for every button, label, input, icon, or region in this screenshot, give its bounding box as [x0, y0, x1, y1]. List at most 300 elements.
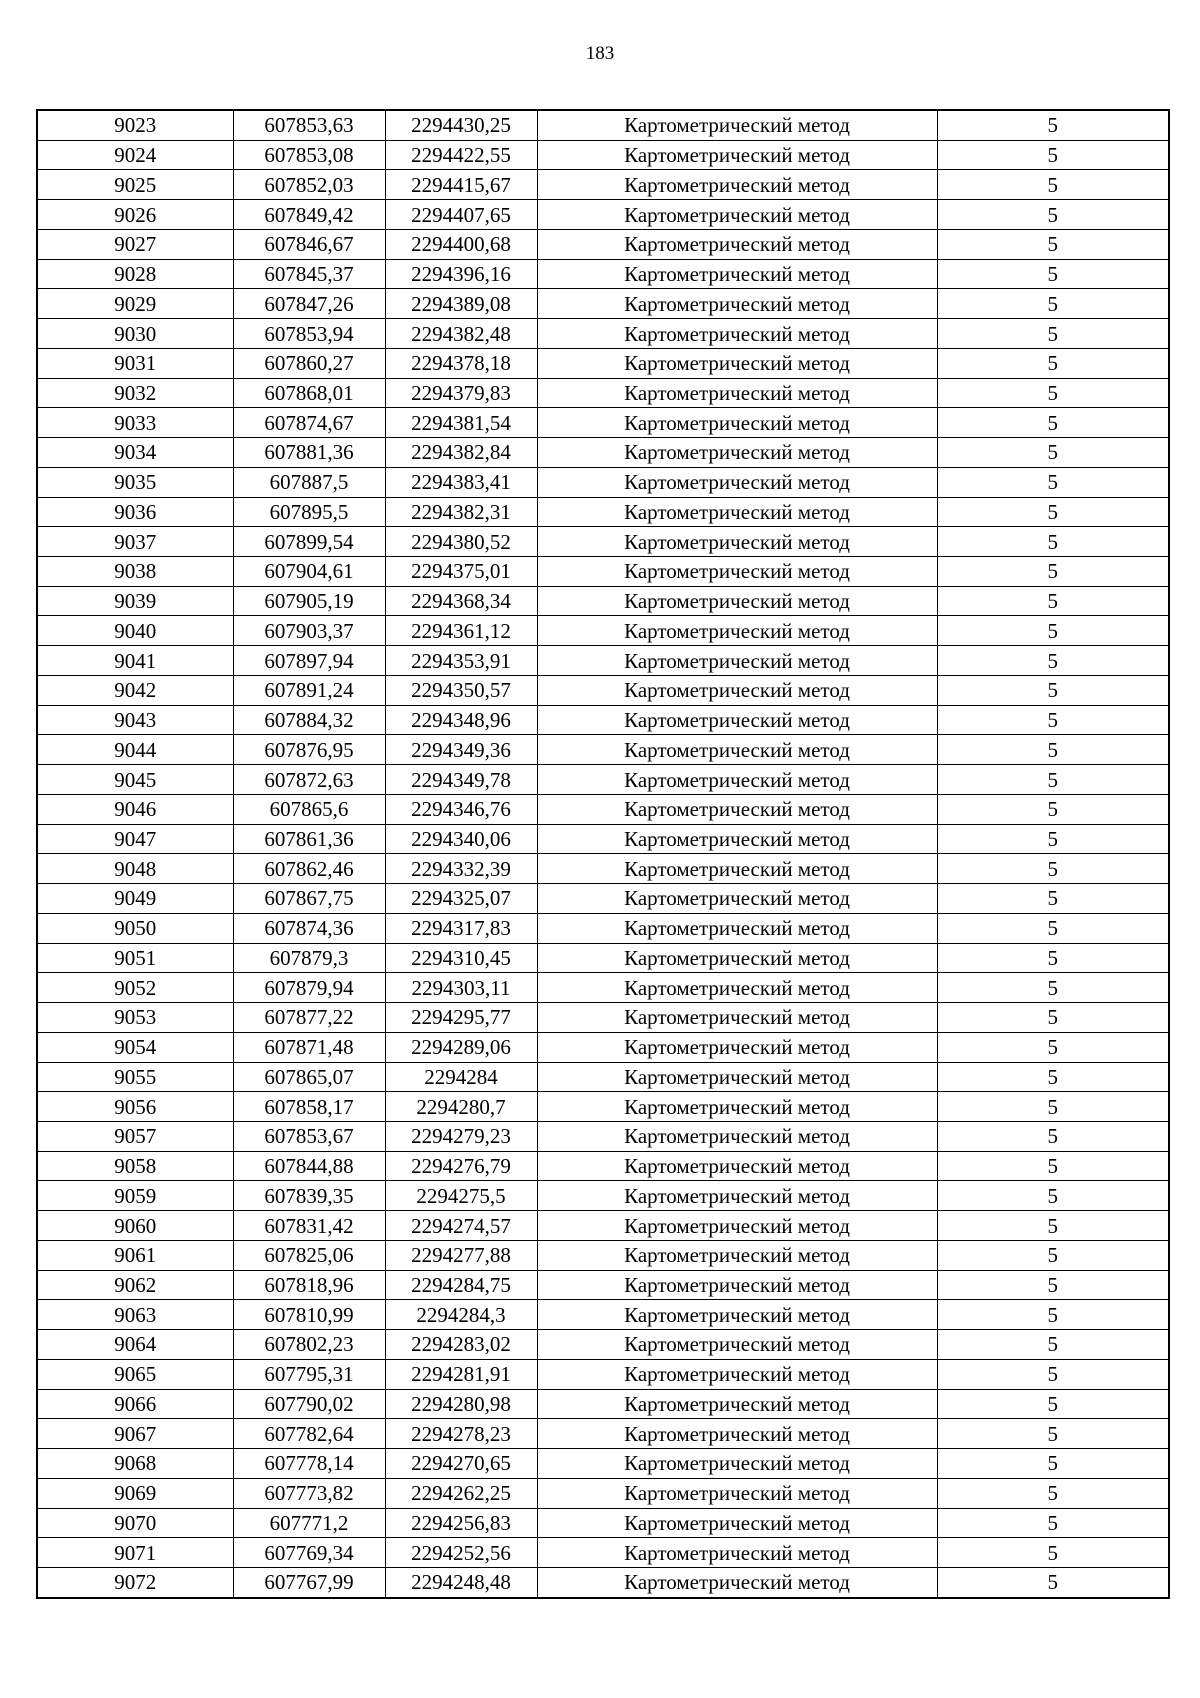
- accuracy-cell: 5: [937, 1389, 1169, 1419]
- method-cell: Картометрический метод: [537, 378, 937, 408]
- table-row: [37, 1330, 1169, 1360]
- point-number-cell: 9040: [37, 616, 233, 646]
- point-number-cell: 9068: [37, 1449, 233, 1479]
- y-coordinate-cell: 2294262,25: [385, 1478, 537, 1508]
- table-row: [37, 1567, 1169, 1597]
- method-cell: Картометрический метод: [537, 1478, 937, 1508]
- x-coordinate-cell: 607879,3: [233, 943, 385, 973]
- x-coordinate-cell: 607818,96: [233, 1270, 385, 1300]
- accuracy-cell: 5: [937, 1032, 1169, 1062]
- accuracy-cell: 5: [937, 646, 1169, 676]
- accuracy-cell: 5: [937, 1121, 1169, 1151]
- x-coordinate-cell: 607904,61: [233, 557, 385, 587]
- accuracy-cell: 5: [937, 824, 1169, 854]
- x-coordinate-cell: 607879,94: [233, 973, 385, 1003]
- method-cell: Картометрический метод: [537, 1240, 937, 1270]
- accuracy-cell: 5: [937, 408, 1169, 438]
- coordinates-table-body: [37, 110, 1169, 1598]
- table-row: [37, 408, 1169, 438]
- x-coordinate-cell: 607778,14: [233, 1449, 385, 1479]
- table-row: [37, 1032, 1169, 1062]
- y-coordinate-cell: 2294284: [385, 1062, 537, 1092]
- y-coordinate-cell: 2294340,06: [385, 824, 537, 854]
- y-coordinate-cell: 2294270,65: [385, 1449, 537, 1479]
- y-coordinate-cell: 2294350,57: [385, 675, 537, 705]
- method-cell: Картометрический метод: [537, 616, 937, 646]
- table-row: [37, 943, 1169, 973]
- x-coordinate-cell: 607825,06: [233, 1240, 385, 1270]
- y-coordinate-cell: 2294348,96: [385, 705, 537, 735]
- method-cell: Картометрический метод: [537, 170, 937, 200]
- method-cell: Картометрический метод: [537, 1003, 937, 1033]
- table-row: [37, 378, 1169, 408]
- y-coordinate-cell: 2294289,06: [385, 1032, 537, 1062]
- point-number-cell: 9063: [37, 1300, 233, 1330]
- x-coordinate-cell: 607871,48: [233, 1032, 385, 1062]
- x-coordinate-cell: 607861,36: [233, 824, 385, 854]
- x-coordinate-cell: 607810,99: [233, 1300, 385, 1330]
- method-cell: Картометрический метод: [537, 1062, 937, 1092]
- accuracy-cell: 5: [937, 1330, 1169, 1360]
- table-row: [37, 1211, 1169, 1241]
- x-coordinate-cell: 607874,67: [233, 408, 385, 438]
- point-number-cell: 9045: [37, 765, 233, 795]
- y-coordinate-cell: 2294252,56: [385, 1538, 537, 1568]
- accuracy-cell: 5: [937, 1478, 1169, 1508]
- table-row: [37, 140, 1169, 170]
- x-coordinate-cell: 607771,2: [233, 1508, 385, 1538]
- table-row: [37, 705, 1169, 735]
- x-coordinate-cell: 607887,5: [233, 467, 385, 497]
- accuracy-cell: 5: [937, 348, 1169, 378]
- table-row: [37, 259, 1169, 289]
- y-coordinate-cell: 2294277,88: [385, 1240, 537, 1270]
- y-coordinate-cell: 2294400,68: [385, 229, 537, 259]
- table-row: [37, 467, 1169, 497]
- accuracy-cell: 5: [937, 943, 1169, 973]
- y-coordinate-cell: 2294382,31: [385, 497, 537, 527]
- x-coordinate-cell: 607769,34: [233, 1538, 385, 1568]
- method-cell: Картометрический метод: [537, 348, 937, 378]
- x-coordinate-cell: 607853,63: [233, 110, 385, 140]
- accuracy-cell: 5: [937, 200, 1169, 230]
- y-coordinate-cell: 2294310,45: [385, 943, 537, 973]
- accuracy-cell: 5: [937, 1449, 1169, 1479]
- accuracy-cell: 5: [937, 1181, 1169, 1211]
- point-number-cell: 9052: [37, 973, 233, 1003]
- accuracy-cell: 5: [937, 1508, 1169, 1538]
- table-row: [37, 765, 1169, 795]
- point-number-cell: 9027: [37, 229, 233, 259]
- accuracy-cell: 5: [937, 1300, 1169, 1330]
- y-coordinate-cell: 2294284,3: [385, 1300, 537, 1330]
- point-number-cell: 9032: [37, 378, 233, 408]
- point-number-cell: 9024: [37, 140, 233, 170]
- y-coordinate-cell: 2294349,36: [385, 735, 537, 765]
- point-number-cell: 9064: [37, 1330, 233, 1360]
- table-row: [37, 170, 1169, 200]
- x-coordinate-cell: 607767,99: [233, 1567, 385, 1597]
- y-coordinate-cell: 2294278,23: [385, 1419, 537, 1449]
- point-number-cell: 9042: [37, 675, 233, 705]
- table-row: [37, 1092, 1169, 1122]
- point-number-cell: 9049: [37, 884, 233, 914]
- method-cell: Картометрический метод: [537, 467, 937, 497]
- accuracy-cell: 5: [937, 973, 1169, 1003]
- method-cell: Картометрический метод: [537, 913, 937, 943]
- x-coordinate-cell: 607845,37: [233, 259, 385, 289]
- method-cell: Картометрический метод: [537, 646, 937, 676]
- x-coordinate-cell: 607844,88: [233, 1151, 385, 1181]
- table-row: [37, 1003, 1169, 1033]
- accuracy-cell: 5: [937, 675, 1169, 705]
- x-coordinate-cell: 607877,22: [233, 1003, 385, 1033]
- table-row: [37, 913, 1169, 943]
- method-cell: Картометрический метод: [537, 229, 937, 259]
- x-coordinate-cell: 607891,24: [233, 675, 385, 705]
- x-coordinate-cell: 607903,37: [233, 616, 385, 646]
- method-cell: Картометрический метод: [537, 110, 937, 140]
- table-row: [37, 1270, 1169, 1300]
- x-coordinate-cell: 607847,26: [233, 289, 385, 319]
- table-row: [37, 854, 1169, 884]
- point-number-cell: 9036: [37, 497, 233, 527]
- y-coordinate-cell: 2294280,7: [385, 1092, 537, 1122]
- accuracy-cell: 5: [937, 557, 1169, 587]
- point-number-cell: 9072: [37, 1567, 233, 1597]
- accuracy-cell: 5: [937, 259, 1169, 289]
- x-coordinate-cell: 607795,31: [233, 1359, 385, 1389]
- x-coordinate-cell: 607865,6: [233, 794, 385, 824]
- method-cell: Картометрический метод: [537, 1359, 937, 1389]
- point-number-cell: 9069: [37, 1478, 233, 1508]
- point-number-cell: 9028: [37, 259, 233, 289]
- x-coordinate-cell: 607860,27: [233, 348, 385, 378]
- x-coordinate-cell: 607853,67: [233, 1121, 385, 1151]
- table-row: [37, 973, 1169, 1003]
- point-number-cell: 9048: [37, 854, 233, 884]
- method-cell: Картометрический метод: [537, 1211, 937, 1241]
- method-cell: Картометрический метод: [537, 854, 937, 884]
- y-coordinate-cell: 2294378,18: [385, 348, 537, 378]
- y-coordinate-cell: 2294383,41: [385, 467, 537, 497]
- y-coordinate-cell: 2294382,48: [385, 319, 537, 349]
- point-number-cell: 9029: [37, 289, 233, 319]
- y-coordinate-cell: 2294332,39: [385, 854, 537, 884]
- y-coordinate-cell: 2294248,48: [385, 1567, 537, 1597]
- method-cell: Картометрический метод: [537, 557, 937, 587]
- accuracy-cell: 5: [937, 1270, 1169, 1300]
- point-number-cell: 9038: [37, 557, 233, 587]
- point-number-cell: 9034: [37, 438, 233, 468]
- point-number-cell: 9065: [37, 1359, 233, 1389]
- y-coordinate-cell: 2294422,55: [385, 140, 537, 170]
- accuracy-cell: 5: [937, 110, 1169, 140]
- y-coordinate-cell: 2294275,5: [385, 1181, 537, 1211]
- x-coordinate-cell: 607876,95: [233, 735, 385, 765]
- y-coordinate-cell: 2294368,34: [385, 586, 537, 616]
- table-row: [37, 1151, 1169, 1181]
- method-cell: Картометрический метод: [537, 527, 937, 557]
- y-coordinate-cell: 2294279,23: [385, 1121, 537, 1151]
- point-number-cell: 9070: [37, 1508, 233, 1538]
- table-row: [37, 497, 1169, 527]
- method-cell: Картометрический метод: [537, 1538, 937, 1568]
- y-coordinate-cell: 2294349,78: [385, 765, 537, 795]
- y-coordinate-cell: 2294381,54: [385, 408, 537, 438]
- y-coordinate-cell: 2294295,77: [385, 1003, 537, 1033]
- method-cell: Картометрический метод: [537, 735, 937, 765]
- accuracy-cell: 5: [937, 1567, 1169, 1597]
- table-row: [37, 348, 1169, 378]
- method-cell: Картометрический метод: [537, 824, 937, 854]
- point-number-cell: 9051: [37, 943, 233, 973]
- y-coordinate-cell: 2294379,83: [385, 378, 537, 408]
- accuracy-cell: 5: [937, 705, 1169, 735]
- accuracy-cell: 5: [937, 854, 1169, 884]
- x-coordinate-cell: 607839,35: [233, 1181, 385, 1211]
- point-number-cell: 9059: [37, 1181, 233, 1211]
- point-number-cell: 9050: [37, 913, 233, 943]
- accuracy-cell: 5: [937, 1092, 1169, 1122]
- y-coordinate-cell: 2294361,12: [385, 616, 537, 646]
- table-row: [37, 110, 1169, 140]
- x-coordinate-cell: 607802,23: [233, 1330, 385, 1360]
- table-row: [37, 319, 1169, 349]
- point-number-cell: 9023: [37, 110, 233, 140]
- accuracy-cell: 5: [937, 1151, 1169, 1181]
- table-row: [37, 824, 1169, 854]
- accuracy-cell: 5: [937, 527, 1169, 557]
- y-coordinate-cell: 2294256,83: [385, 1508, 537, 1538]
- x-coordinate-cell: 607858,17: [233, 1092, 385, 1122]
- x-coordinate-cell: 607899,54: [233, 527, 385, 557]
- method-cell: Картометрический метод: [537, 1092, 937, 1122]
- table-row: [37, 1121, 1169, 1151]
- table-row: [37, 527, 1169, 557]
- table-row: [37, 1449, 1169, 1479]
- x-coordinate-cell: 607773,82: [233, 1478, 385, 1508]
- accuracy-cell: 5: [937, 170, 1169, 200]
- x-coordinate-cell: 607852,03: [233, 170, 385, 200]
- y-coordinate-cell: 2294389,08: [385, 289, 537, 319]
- point-number-cell: 9035: [37, 467, 233, 497]
- accuracy-cell: 5: [937, 1003, 1169, 1033]
- y-coordinate-cell: 2294317,83: [385, 913, 537, 943]
- method-cell: Картометрический метод: [537, 1449, 937, 1479]
- table-row: [37, 289, 1169, 319]
- point-number-cell: 9060: [37, 1211, 233, 1241]
- method-cell: Картометрический метод: [537, 200, 937, 230]
- table-row: [37, 1300, 1169, 1330]
- x-coordinate-cell: 607865,07: [233, 1062, 385, 1092]
- y-coordinate-cell: 2294396,16: [385, 259, 537, 289]
- x-coordinate-cell: 607874,36: [233, 913, 385, 943]
- table-row: [37, 586, 1169, 616]
- x-coordinate-cell: 607905,19: [233, 586, 385, 616]
- accuracy-cell: 5: [937, 1419, 1169, 1449]
- y-coordinate-cell: 2294380,52: [385, 527, 537, 557]
- x-coordinate-cell: 607881,36: [233, 438, 385, 468]
- y-coordinate-cell: 2294430,25: [385, 110, 537, 140]
- y-coordinate-cell: 2294274,57: [385, 1211, 537, 1241]
- point-number-cell: 9055: [37, 1062, 233, 1092]
- accuracy-cell: 5: [937, 438, 1169, 468]
- point-number-cell: 9039: [37, 586, 233, 616]
- table-row: [37, 438, 1169, 468]
- table-row: [37, 735, 1169, 765]
- x-coordinate-cell: 607862,46: [233, 854, 385, 884]
- accuracy-cell: 5: [937, 1538, 1169, 1568]
- accuracy-cell: 5: [937, 1062, 1169, 1092]
- x-coordinate-cell: 607831,42: [233, 1211, 385, 1241]
- table-row: [37, 200, 1169, 230]
- method-cell: Картометрический метод: [537, 438, 937, 468]
- x-coordinate-cell: 607867,75: [233, 884, 385, 914]
- x-coordinate-cell: 607853,94: [233, 319, 385, 349]
- point-number-cell: 9058: [37, 1151, 233, 1181]
- point-number-cell: 9061: [37, 1240, 233, 1270]
- x-coordinate-cell: 607884,32: [233, 705, 385, 735]
- table-row: [37, 794, 1169, 824]
- page-number: 183: [585, 43, 615, 64]
- table-row: [37, 229, 1169, 259]
- accuracy-cell: 5: [937, 229, 1169, 259]
- method-cell: Картометрический метод: [537, 1300, 937, 1330]
- y-coordinate-cell: 2294415,67: [385, 170, 537, 200]
- x-coordinate-cell: 607849,42: [233, 200, 385, 230]
- method-cell: Картометрический метод: [537, 1121, 937, 1151]
- x-coordinate-cell: 607872,63: [233, 765, 385, 795]
- point-number-cell: 9044: [37, 735, 233, 765]
- method-cell: Картометрический метод: [537, 1032, 937, 1062]
- point-number-cell: 9057: [37, 1121, 233, 1151]
- point-number-cell: 9041: [37, 646, 233, 676]
- method-cell: Картометрический метод: [537, 140, 937, 170]
- y-coordinate-cell: 2294283,02: [385, 1330, 537, 1360]
- accuracy-cell: 5: [937, 319, 1169, 349]
- y-coordinate-cell: 2294375,01: [385, 557, 537, 587]
- method-cell: Картометрический метод: [537, 289, 937, 319]
- table-row: [37, 557, 1169, 587]
- method-cell: Картометрический метод: [537, 943, 937, 973]
- accuracy-cell: 5: [937, 497, 1169, 527]
- table-row: [37, 884, 1169, 914]
- accuracy-cell: 5: [937, 289, 1169, 319]
- method-cell: Картометрический метод: [537, 1567, 937, 1597]
- accuracy-cell: 5: [937, 735, 1169, 765]
- accuracy-cell: 5: [937, 794, 1169, 824]
- method-cell: Картометрический метод: [537, 1151, 937, 1181]
- y-coordinate-cell: 2294325,07: [385, 884, 537, 914]
- table-row: [37, 1538, 1169, 1568]
- x-coordinate-cell: 607790,02: [233, 1389, 385, 1419]
- table-row: [37, 616, 1169, 646]
- y-coordinate-cell: 2294284,75: [385, 1270, 537, 1300]
- point-number-cell: 9066: [37, 1389, 233, 1419]
- table-row: [37, 1508, 1169, 1538]
- table-row: [37, 1181, 1169, 1211]
- accuracy-cell: 5: [937, 586, 1169, 616]
- point-number-cell: 9025: [37, 170, 233, 200]
- x-coordinate-cell: 607782,64: [233, 1419, 385, 1449]
- x-coordinate-cell: 607895,5: [233, 497, 385, 527]
- table-row: [37, 1478, 1169, 1508]
- table-row: [37, 675, 1169, 705]
- method-cell: Картометрический метод: [537, 319, 937, 349]
- coordinates-table: [36, 109, 1170, 1599]
- accuracy-cell: 5: [937, 765, 1169, 795]
- table-row: [37, 646, 1169, 676]
- method-cell: Картометрический метод: [537, 586, 937, 616]
- point-number-cell: 9054: [37, 1032, 233, 1062]
- point-number-cell: 9071: [37, 1538, 233, 1568]
- point-number-cell: 9031: [37, 348, 233, 378]
- point-number-cell: 9037: [37, 527, 233, 557]
- y-coordinate-cell: 2294280,98: [385, 1389, 537, 1419]
- x-coordinate-cell: 607853,08: [233, 140, 385, 170]
- point-number-cell: 9030: [37, 319, 233, 349]
- accuracy-cell: 5: [937, 616, 1169, 646]
- point-number-cell: 9053: [37, 1003, 233, 1033]
- method-cell: Картометрический метод: [537, 1419, 937, 1449]
- method-cell: Картометрический метод: [537, 1508, 937, 1538]
- table-row: [37, 1240, 1169, 1270]
- point-number-cell: 9043: [37, 705, 233, 735]
- point-number-cell: 9033: [37, 408, 233, 438]
- y-coordinate-cell: 2294382,84: [385, 438, 537, 468]
- accuracy-cell: 5: [937, 140, 1169, 170]
- y-coordinate-cell: 2294346,76: [385, 794, 537, 824]
- method-cell: Картометрический метод: [537, 408, 937, 438]
- accuracy-cell: 5: [937, 913, 1169, 943]
- accuracy-cell: 5: [937, 1240, 1169, 1270]
- accuracy-cell: 5: [937, 467, 1169, 497]
- point-number-cell: 9026: [37, 200, 233, 230]
- method-cell: Картометрический метод: [537, 1181, 937, 1211]
- y-coordinate-cell: 2294353,91: [385, 646, 537, 676]
- method-cell: Картометрический метод: [537, 794, 937, 824]
- point-number-cell: 9047: [37, 824, 233, 854]
- accuracy-cell: 5: [937, 1359, 1169, 1389]
- point-number-cell: 9062: [37, 1270, 233, 1300]
- x-coordinate-cell: 607897,94: [233, 646, 385, 676]
- x-coordinate-cell: 607868,01: [233, 378, 385, 408]
- method-cell: Картометрический метод: [537, 765, 937, 795]
- table-row: [37, 1419, 1169, 1449]
- table-row: [37, 1062, 1169, 1092]
- accuracy-cell: 5: [937, 378, 1169, 408]
- point-number-cell: 9056: [37, 1092, 233, 1122]
- method-cell: Картометрический метод: [537, 1330, 937, 1360]
- accuracy-cell: 5: [937, 884, 1169, 914]
- y-coordinate-cell: 2294303,11: [385, 973, 537, 1003]
- table-row: [37, 1359, 1169, 1389]
- x-coordinate-cell: 607846,67: [233, 229, 385, 259]
- method-cell: Картометрический метод: [537, 675, 937, 705]
- point-number-cell: 9046: [37, 794, 233, 824]
- method-cell: Картометрический метод: [537, 259, 937, 289]
- method-cell: Картометрический метод: [537, 1389, 937, 1419]
- method-cell: Картометрический метод: [537, 705, 937, 735]
- method-cell: Картометрический метод: [537, 1270, 937, 1300]
- method-cell: Картометрический метод: [537, 497, 937, 527]
- method-cell: Картометрический метод: [537, 884, 937, 914]
- method-cell: Картометрический метод: [537, 973, 937, 1003]
- accuracy-cell: 5: [937, 1211, 1169, 1241]
- y-coordinate-cell: 2294276,79: [385, 1151, 537, 1181]
- table-row: [37, 1389, 1169, 1419]
